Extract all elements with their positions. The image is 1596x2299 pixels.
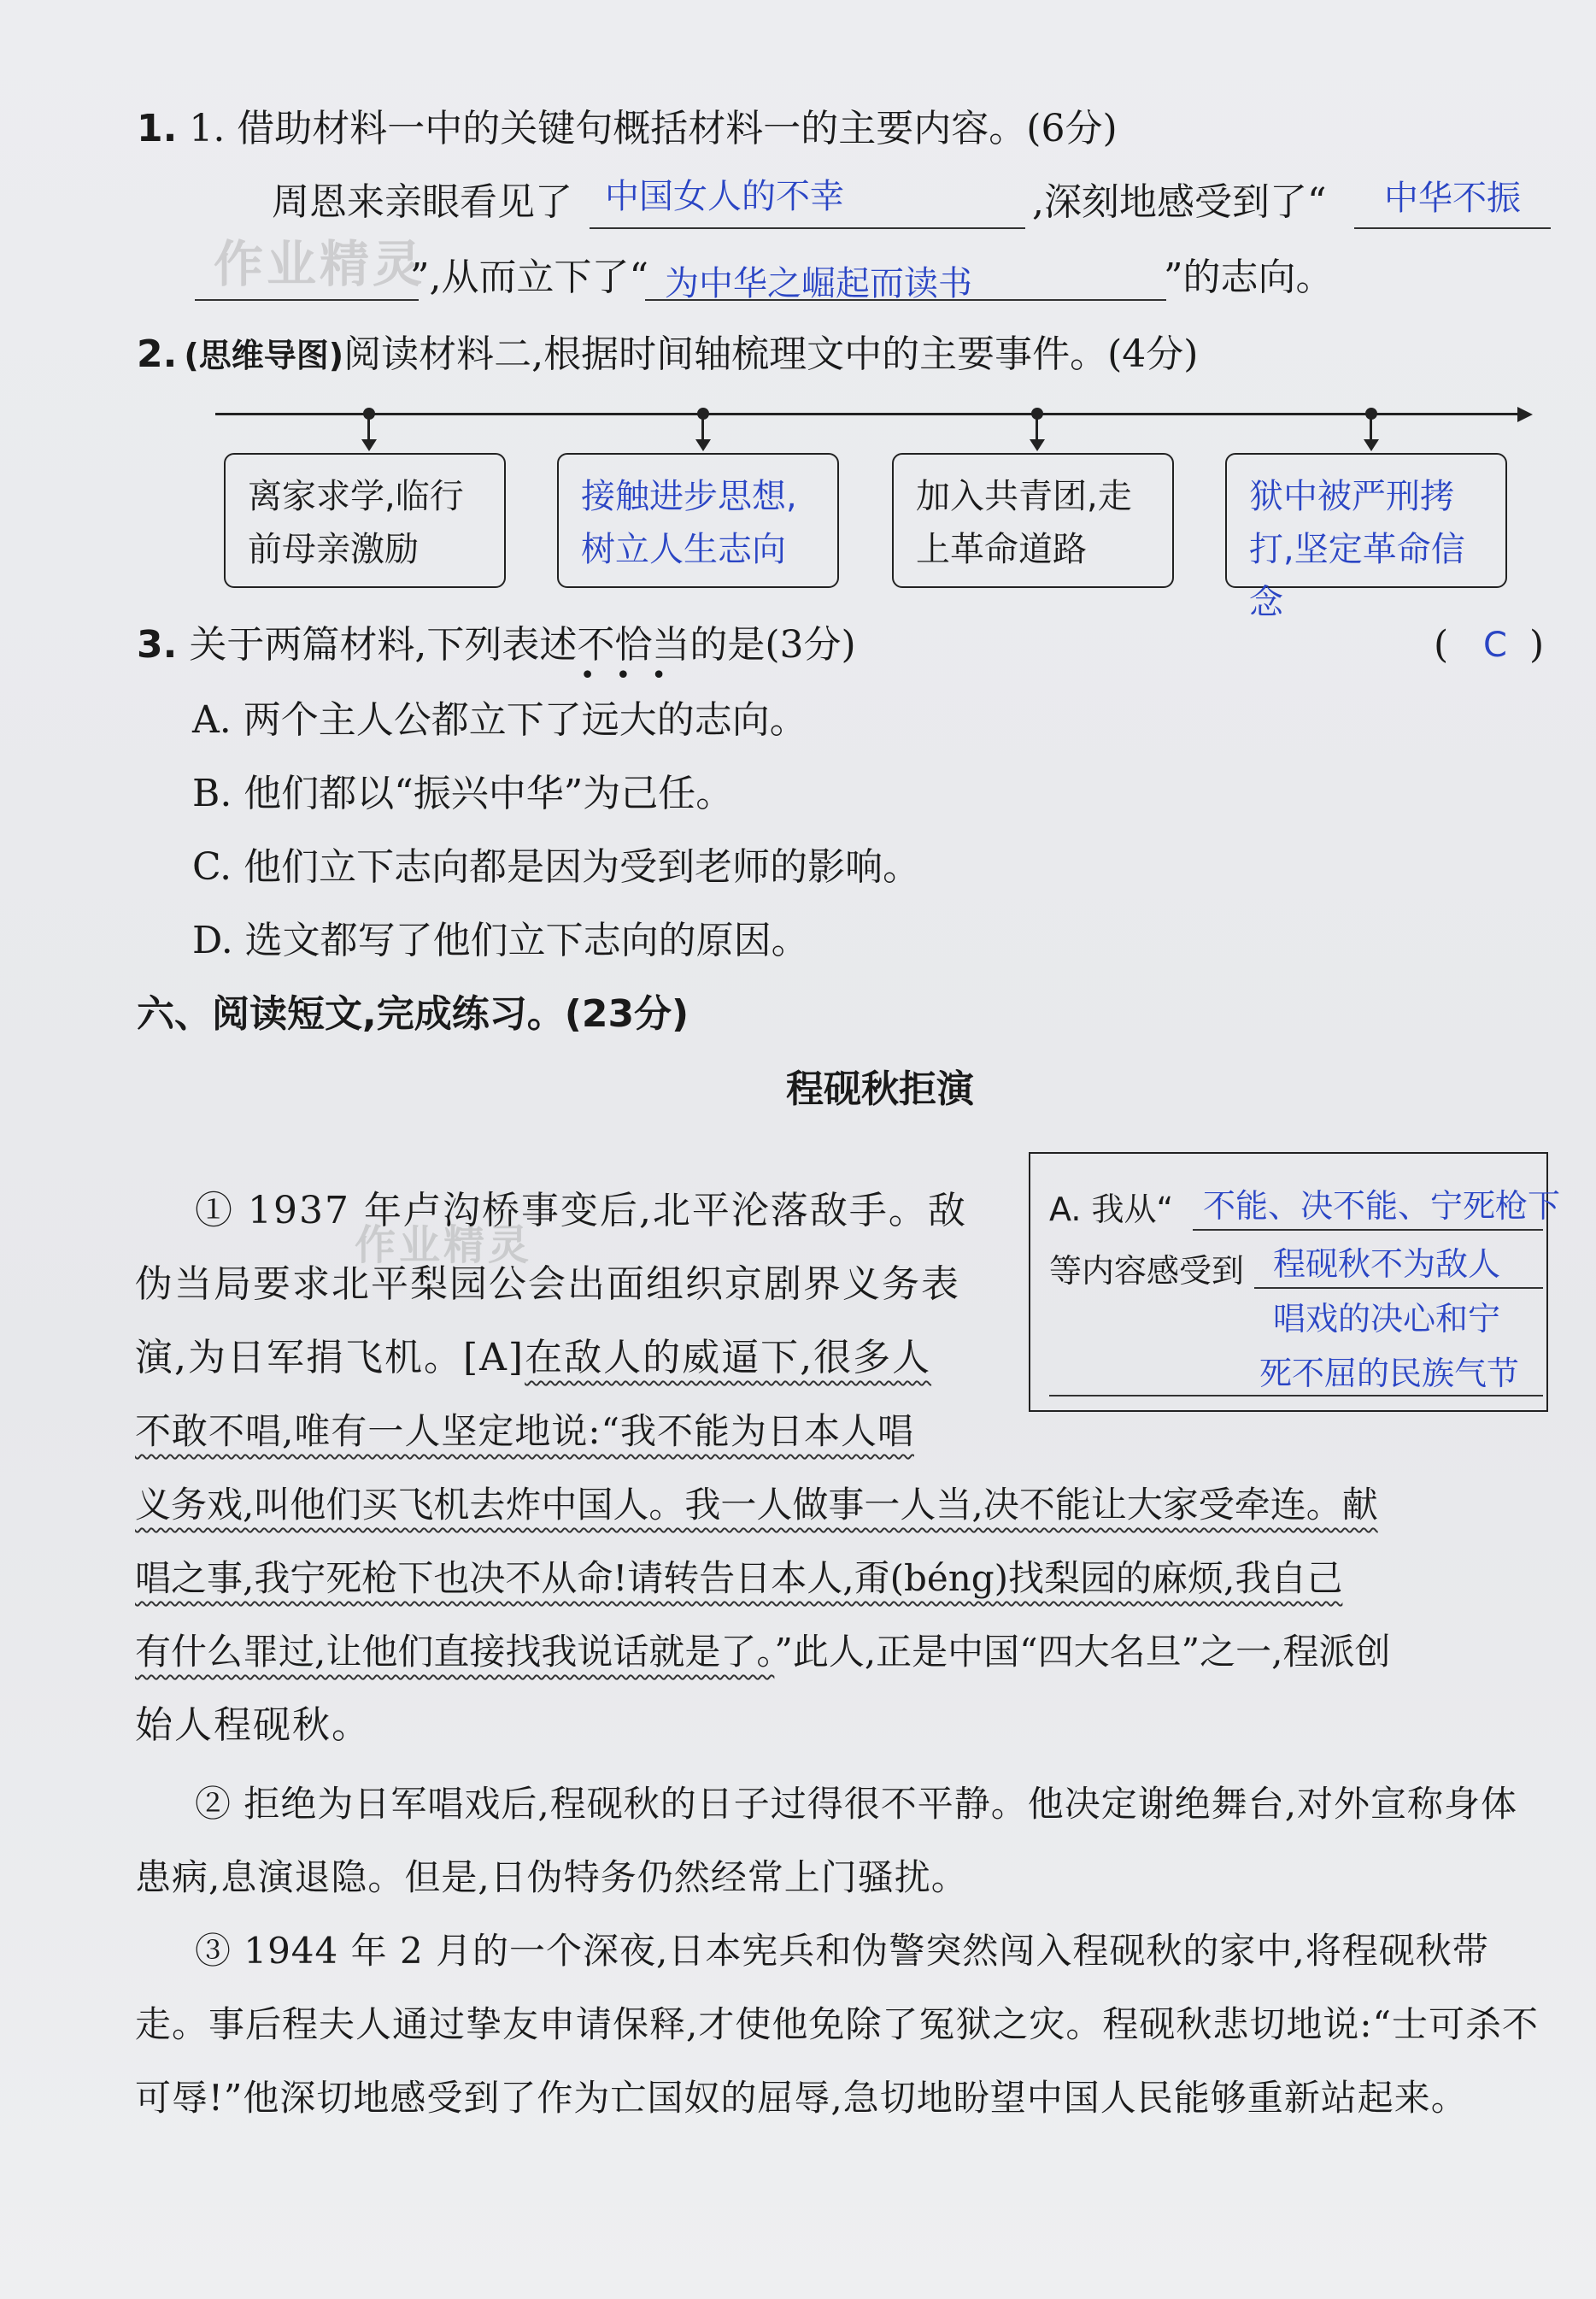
annotation-answer-2b: 唱戏的决心和宁 [1273,1300,1501,1338]
annotation-answer-1: 不能、决不能、宁死枪下 [1203,1187,1561,1225]
q3-option-d[interactable]: D. 选文都写了他们立下志向的原因。 [192,919,809,962]
q1-answer-2: 中华不振 [1384,179,1521,218]
q1-line2-mid: ”,从而立下了“ [410,256,648,299]
question-1-stem: 1. 1. 借助材料一中的关键句概括材料一的主要内容。(6分) [137,107,1118,150]
arrow-down-icon [361,439,377,451]
passage-p1-line3 [135,1335,931,1381]
passage-title: 程砚秋拒演 [786,1067,974,1111]
q1-answer-1: 中国女人的不幸 [605,177,844,216]
q1-blank-2[interactable] [1354,227,1551,229]
annotation-blank-1[interactable] [1193,1229,1543,1231]
timeline-event-4-answer[interactable]: 狱中被严刑拷打,坚定革命信念 [1225,453,1507,588]
q2-number: 2. [137,332,178,376]
q1-blank-1[interactable] [590,227,1025,229]
passage-p1-line8: 始人程砚秋。 [135,1703,371,1747]
annotation-answer-2a: 程砚秋不为敌人 [1273,1245,1501,1283]
q3-paren-right: ) [1529,623,1545,667]
q1-stem-text: 1. 借助材料一中的关键句概括材料一的主要内容。(6分) [189,107,1118,150]
annotation-box [1029,1152,1561,1412]
annotation-blank-3[interactable] [1049,1395,1543,1396]
q1-line2-end: ”的志向。 [1164,256,1334,299]
passage-p1-line6 [135,1555,1342,1602]
passage-p1-line3-a: 演,为日军捐飞机。[A] [135,1336,525,1379]
timeline-axis [215,413,1523,415]
timeline-arrow-icon [1517,407,1533,422]
passage-p1-line5: 义务戏,叫他们买飞机去炸中国人。我一人做事一人当,决不能让大家受牵连。献 [135,1484,1378,1526]
passage-p1-line7-wavy: 有什么罪过,让他们直接找我说话就是了。 [135,1631,775,1673]
passage-p1-line6-wavy: 唱之事,我宁死枪下也决不从命!请转告日本人,甭(béng)找梨园的麻烦,我自己 [135,1557,1343,1599]
q3-paren-left: ( [1434,623,1449,667]
emphasis-dots: ••• [579,661,687,691]
passage-p1-line7 [135,1629,1390,1675]
q3-number: 3. [137,623,178,667]
passage-p1-line3-wavy: 在敌人的威逼下,很多人 [525,1336,932,1379]
q2-stem-text: 阅读材料二,根据时间轴梳理文中的主要事件。(4分) [343,332,1199,376]
passage-p1-line7-b: ”此人,正是中国“四大名旦”之一,程派创 [774,1631,1391,1673]
q1-answer-3: 为中华之崛起而读书 [665,264,972,303]
timeline-event-1: 离家求学,临行前母亲激励 [224,453,506,588]
q3-option-b[interactable]: B. 他们都以“振兴中华”为己任。 [192,772,734,815]
arrow-down-icon [1030,439,1045,451]
q3-stem-b: 的是(3分) [689,623,856,667]
section-6-heading: 六、阅读短文,完成练习。(23分) [137,992,689,1036]
passage-p1-line1: ① 1937 年卢沟桥事变后,北平沦落敌手。敌 [195,1189,967,1232]
q2-tag: (思维导图) [184,337,344,374]
q1-line1-mid: ,深刻地感受到了“ [1032,180,1327,224]
annotation-mid: 等内容感受到 [1049,1252,1245,1290]
passage-p1-line4: 不敢不唱,唯有一人坚定地说:“我不能为日本人唱 [135,1410,914,1452]
passage-p2: ② 拒绝为日军唱戏后,程砚秋的日子过得很不平静。他决定谢绝舞台,对外宣称身体患病,息演退隐。但是,日伪特务仍然经常上门骚扰。 [135,1783,1518,1898]
annotation-answer-2c: 死不屈的民族气节 [1259,1355,1520,1392]
passage-p1-line2: 伪当局要求北平梨园公会出面组织京剧界义务表 [135,1262,960,1306]
annotation-prefix: A. 我从“ [1049,1191,1174,1228]
arrow-down-icon [695,439,711,451]
q3-answer[interactable]: C [1483,626,1507,665]
q3-stem-emphasis: 不恰当 [577,623,690,667]
watermark-logo: 作业精灵 [214,235,426,293]
arrow-down-icon [1364,439,1379,451]
watermark-logo: 作业精灵 [355,1221,533,1269]
q3-emphasis [577,623,690,691]
timeline-event-3: 加入共青团,走上革命道路 [892,453,1174,588]
timeline-event-2-answer[interactable]: 接触进步思想,树立人生志向 [557,453,839,588]
annotation-blank-2[interactable] [1254,1287,1543,1289]
question-2-stem [137,332,1198,379]
q1-blank-2-cont[interactable] [195,299,419,301]
q1-line1-prefix: 周恩来亲眼看见了 [272,180,572,224]
q3-stem-a: 关于两篇材料,下列表述 [189,623,578,667]
passage-p3: ③ 1944 年 2 月的一个深夜,日本宪兵和伪警突然闯入程砚秋的家中,将程砚秋带走。事后程夫人通过挚友申请保释,才使他免除了冤狱之灾。程砚秋悲切地说:“士可杀不可辱!”他深切地感受到了作为亡国奴的屈辱,急切地盼望中国人民能够重新站起来。 [135,1930,1539,2119]
q3-option-c[interactable]: C. 他们立下志向都是因为受到老师的影响。 [192,845,921,889]
q3-option-a[interactable]: A. 两个主人公都立下了远大的志向。 [192,698,807,742]
question-3-stem [137,622,856,691]
